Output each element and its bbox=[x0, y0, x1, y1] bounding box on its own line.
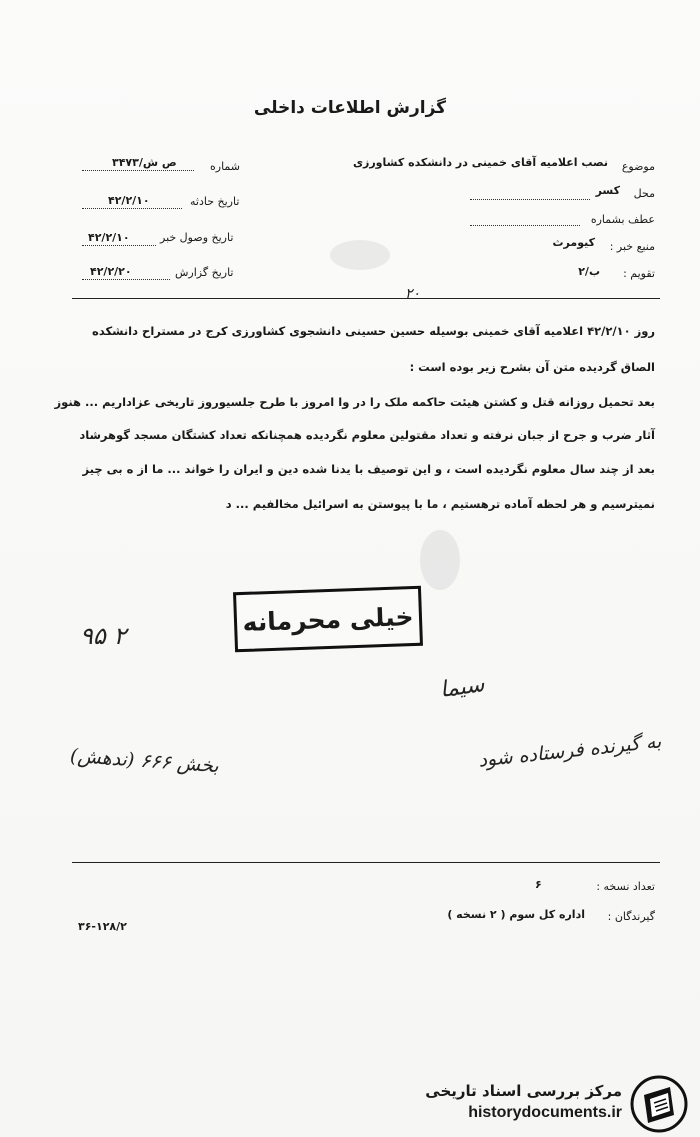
body-line-4: آثار ضرب و جرح از جبان نرفته و تعداد مقتولین معلوم نگردیده همچنانکه تعداد کشتگان مسجد گوهرشاد bbox=[79, 428, 655, 442]
rating-label: تقویم : bbox=[623, 267, 655, 280]
ref-dotted-line bbox=[470, 225, 580, 226]
document-title: گزارش اطلاعات داخلی bbox=[253, 98, 447, 118]
copies-label: تعداد نسخه : bbox=[596, 880, 655, 893]
archive-center-name: مرکز بررسی اسناد تاریخی bbox=[425, 1082, 622, 1100]
recipients-label: گیرندگان : bbox=[607, 910, 655, 923]
annotation-top: ۲۰ bbox=[405, 286, 421, 302]
number-label: شماره bbox=[210, 160, 241, 173]
receipt-dotted-line bbox=[82, 245, 156, 246]
confidential-stamp: خیلی محرمانه bbox=[233, 586, 423, 653]
margin-note-left: ۹۵ ۲ bbox=[80, 622, 127, 650]
signature-middle: سیما bbox=[438, 672, 487, 703]
number-dotted-line bbox=[82, 170, 194, 171]
source-value: کیومرث bbox=[552, 236, 595, 249]
subject-value: نصب اعلامیه آقای خمینی در دانشکده کشاورزی bbox=[352, 156, 608, 169]
copies-value: ۶ bbox=[535, 878, 542, 891]
rating-value: ب/۲ bbox=[578, 265, 600, 278]
place-label: محل bbox=[633, 187, 655, 200]
place-value: کسر bbox=[595, 184, 620, 197]
report-dotted-line bbox=[82, 279, 170, 280]
report-date-value: ۴۲/۲/۲۰ bbox=[90, 265, 132, 278]
body-line-1: روز ۴۲/۲/۱۰ اعلامیه آقای خمینی بوسیله حسین حسینی دانشجوی کشاورزی کرج در مستراح دانشکده bbox=[92, 324, 655, 338]
ref-label: عطف بشماره bbox=[590, 213, 655, 226]
document-code: ۳۶-۱۲۸/۲ bbox=[78, 920, 127, 933]
footer-divider bbox=[72, 862, 660, 863]
incident-date-value: ۴۲/۲/۱۰ bbox=[108, 194, 150, 207]
archive-logo-icon bbox=[630, 1075, 688, 1133]
scan-smudge bbox=[330, 240, 390, 270]
subject-label: موضوع bbox=[621, 160, 655, 173]
scan-smudge bbox=[420, 530, 460, 590]
body-line-6: نمیترسیم و هر لحظه آماده ترهستیم ، ما با پیوستن به اسرائیل مخالفیم ... د bbox=[225, 497, 655, 511]
incident-dotted-line bbox=[82, 208, 182, 209]
body-line-3: بعد تحمیل روزانه قتل و کشتن هیئت حاکمه ملک را در وا امروز با طرح جلسیوروز تاریخی عزاداریم ... هنوز bbox=[54, 395, 655, 409]
header-divider bbox=[72, 298, 660, 299]
receipt-date-value: ۴۲/۲/۱۰ bbox=[88, 231, 130, 244]
archive-url: historydocuments.ir bbox=[468, 1104, 622, 1121]
note-left: بخش ۶۶۶ (ندهش) bbox=[69, 744, 220, 778]
body-line-5: بعد از چند سال معلوم نگردیده است ، و این توصیف با یدنا شده دین و ایران را خواند ... ما از ه بی چیز bbox=[82, 462, 655, 476]
receipt-date-label: تاریخ وصول خبر bbox=[160, 231, 234, 244]
note-right: به گیرنده فرستاده شود bbox=[477, 730, 663, 772]
recipients-value: اداره کل سوم ( ۲ نسخه ) bbox=[447, 908, 585, 921]
incident-date-label: تاریخ حادثه bbox=[190, 195, 240, 208]
place-dotted-line bbox=[470, 199, 590, 200]
report-date-label: تاریخ گزارش bbox=[175, 266, 234, 279]
source-label: منبع خبر : bbox=[609, 240, 655, 253]
body-line-2: الصاق گردیده متن آن بشرح زیر بوده است : bbox=[409, 360, 655, 374]
number-value: ۳۴۷۳/ص ش bbox=[112, 156, 177, 169]
